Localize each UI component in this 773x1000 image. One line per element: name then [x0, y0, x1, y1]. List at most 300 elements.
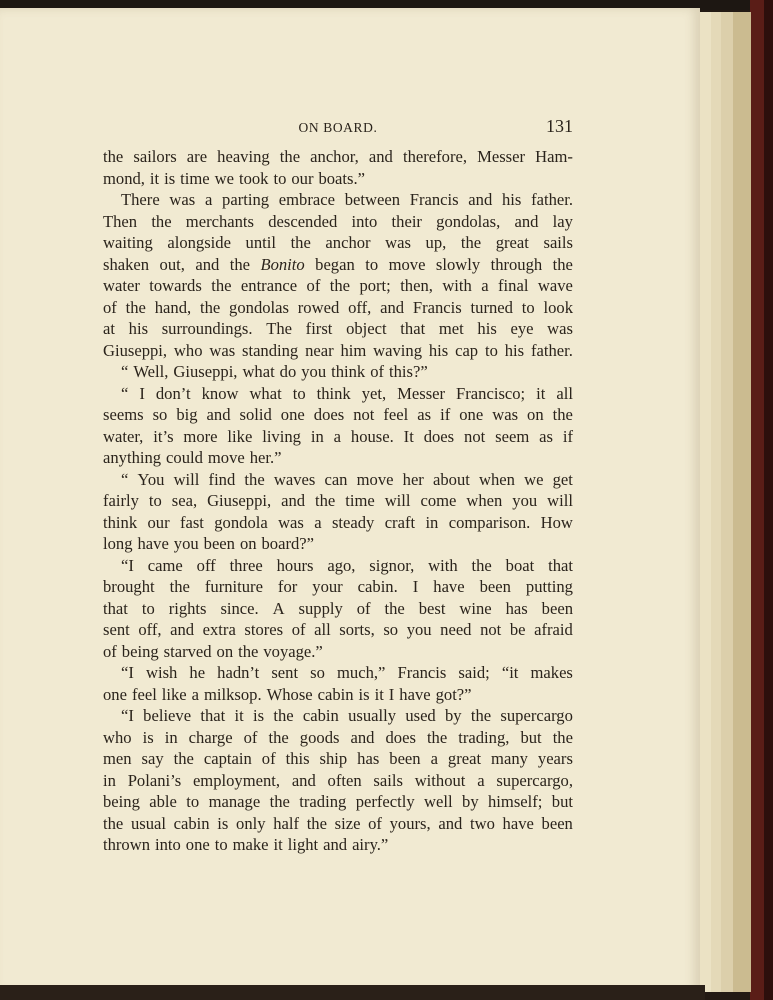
word: How: [540, 512, 573, 532]
word: came: [147, 555, 183, 575]
word: often: [327, 770, 362, 790]
word: yet,: [361, 383, 387, 403]
word: and: [206, 405, 231, 424]
word: sails: [373, 770, 403, 790]
word: but: [520, 727, 542, 747]
word: his: [501, 190, 522, 209]
word: say: [141, 749, 164, 768]
word: does: [423, 426, 455, 446]
word: embrace: [278, 190, 335, 209]
word: long: [103, 534, 133, 553]
word: the: [229, 254, 251, 274]
word: off,: [138, 620, 162, 639]
word: to: [292, 383, 306, 403]
word: board?”: [261, 534, 315, 553]
word: the: [471, 555, 492, 575]
word: a: [191, 684, 200, 704]
text-line: [103, 512, 573, 534]
word: his: [428, 340, 449, 360]
word: two: [469, 813, 495, 833]
word: towards: [149, 276, 202, 295]
word: it: [273, 835, 283, 854]
word: and: [368, 147, 393, 166]
word: being: [121, 641, 159, 661]
page-stack-edge: [710, 12, 721, 992]
word: to: [521, 297, 535, 317]
word: putting: [525, 577, 573, 596]
word: and: [438, 813, 463, 833]
word: final: [498, 276, 529, 295]
word: ago,: [327, 555, 356, 575]
word: slowly: [435, 254, 481, 274]
word: anchor: [325, 233, 371, 252]
word: “: [121, 469, 129, 489]
word: employment,: [192, 770, 281, 790]
word: been: [541, 598, 573, 618]
word: met: [438, 319, 464, 338]
word: a: [204, 190, 213, 209]
word: does: [385, 727, 416, 747]
word: a: [481, 276, 489, 295]
word: being: [103, 792, 140, 811]
word: is: [358, 684, 370, 704]
word: Francis: [397, 663, 447, 682]
word: lay: [552, 211, 573, 231]
word: by: [445, 706, 462, 725]
word: gondolas,: [436, 211, 501, 231]
word: was: [547, 319, 573, 338]
italic-word: Bonito: [260, 254, 305, 274]
word: so: [383, 620, 399, 639]
word: to: [186, 792, 200, 811]
word: used: [405, 706, 436, 725]
word: sails: [543, 233, 573, 252]
word: three: [229, 555, 263, 575]
word: supply: [298, 598, 343, 618]
word: “: [121, 383, 129, 403]
word: the: [211, 276, 232, 295]
word: to: [214, 835, 228, 854]
word: we: [214, 168, 234, 188]
word: it: [374, 684, 384, 704]
word: voyage.”: [263, 641, 323, 661]
word: could: [166, 448, 203, 467]
page-stack-edge: [720, 12, 733, 992]
word: rowed: [297, 297, 340, 317]
word: Giuseppi,: [207, 491, 272, 510]
word: when: [466, 491, 503, 510]
word: will: [384, 491, 411, 510]
word: wine: [459, 598, 492, 618]
word: it’s: [153, 426, 174, 446]
word: men: [103, 749, 132, 768]
word: port;: [359, 276, 391, 295]
word: will: [547, 491, 573, 510]
word: move: [388, 254, 426, 274]
word: and: [281, 491, 306, 510]
word: of: [370, 362, 385, 381]
word: make: [232, 835, 269, 854]
word: to: [273, 168, 287, 188]
word: Francis: [412, 297, 462, 317]
word: steady: [331, 512, 375, 532]
word: Polani’s: [127, 770, 182, 790]
text-line: [103, 146, 573, 168]
word: makes: [530, 663, 573, 682]
word: Messer: [477, 147, 526, 166]
word: need: [440, 620, 472, 639]
text-line: [103, 254, 573, 276]
word: one: [459, 405, 484, 424]
word: to: [365, 254, 379, 274]
text-line: [103, 834, 573, 856]
word: get: [552, 469, 573, 489]
word: usual: [130, 813, 166, 833]
word: since.: [220, 598, 259, 618]
word: I: [139, 383, 145, 403]
word: was: [492, 405, 519, 424]
word: have: [502, 813, 534, 833]
word: manage: [208, 792, 261, 811]
word: on: [216, 641, 234, 661]
word: a: [477, 770, 485, 790]
word: have: [399, 684, 431, 704]
word: was: [385, 233, 411, 252]
word: said;: [458, 663, 490, 682]
word: he: [189, 663, 206, 682]
text-line: [103, 361, 573, 383]
text-line: [103, 555, 573, 577]
word: perfectly: [355, 792, 415, 811]
book-cover-edge: [764, 0, 773, 1000]
word: of: [291, 620, 306, 639]
word: “I: [121, 706, 134, 725]
word: off,: [348, 297, 372, 317]
word: surroundings.: [161, 319, 253, 338]
word: trading: [299, 792, 347, 811]
word: is: [253, 706, 265, 725]
text-line: [103, 469, 573, 491]
word: without: [414, 770, 466, 790]
word: you: [406, 620, 432, 639]
word: you: [512, 491, 538, 510]
word: like: [161, 684, 187, 704]
word: water: [103, 276, 140, 295]
word: the: [103, 813, 124, 833]
text-line: [103, 641, 573, 663]
word: of: [243, 727, 258, 747]
word: it: [149, 168, 160, 188]
text-line: [103, 598, 573, 620]
word: to: [148, 491, 162, 510]
word: that: [200, 706, 226, 725]
word: cabin: [173, 813, 210, 833]
text-line: [103, 447, 573, 469]
word: and: [170, 620, 195, 639]
word: as: [417, 405, 432, 424]
word: standing: [242, 340, 299, 360]
word: does: [313, 405, 345, 424]
word: great: [447, 749, 482, 768]
word: what: [242, 362, 275, 381]
text-line: [103, 684, 573, 706]
text-line: [103, 770, 573, 792]
word: feel: [131, 684, 157, 704]
word: it: [234, 706, 244, 725]
word: captain: [203, 749, 252, 768]
word: Ham-: [535, 147, 573, 166]
word: that: [548, 555, 573, 575]
word: father.: [530, 340, 573, 360]
word: if: [440, 405, 451, 424]
word: on: [239, 534, 257, 553]
word: come: [420, 491, 457, 510]
word: It: [403, 426, 414, 446]
word: of: [261, 749, 276, 768]
word: has: [505, 598, 528, 618]
word: think: [103, 512, 138, 532]
word: can: [324, 469, 348, 489]
word: supercargo: [500, 706, 573, 725]
word: that: [103, 598, 128, 618]
text-line: [103, 576, 573, 598]
word: half: [273, 813, 300, 833]
word: his: [128, 319, 149, 338]
word: living: [262, 426, 301, 446]
word: thrown: [103, 835, 151, 854]
word: so: [152, 405, 168, 424]
word: the: [169, 577, 190, 596]
word: find: [208, 469, 236, 489]
word: and: [195, 254, 220, 274]
word: then,: [400, 276, 433, 295]
running-head: ON BOARD.: [298, 120, 378, 135]
word: and: [514, 211, 539, 231]
word: of: [368, 813, 382, 833]
text-line: [103, 662, 573, 684]
word: to: [141, 598, 155, 618]
word: with: [428, 555, 458, 575]
word: ship: [319, 749, 348, 768]
text-line: [103, 318, 573, 340]
word: mond,: [103, 168, 145, 188]
word: through: [490, 254, 543, 274]
word: but: [551, 792, 573, 811]
word: brought: [103, 577, 155, 596]
word: rights: [168, 598, 207, 618]
word: not: [480, 620, 502, 639]
word: the: [125, 297, 146, 317]
word: know: [201, 383, 239, 403]
word: trading,: [458, 727, 510, 747]
word: have: [433, 577, 465, 596]
word: near: [305, 340, 334, 360]
word: a: [314, 512, 322, 532]
text-line: [103, 404, 573, 426]
word: Then: [103, 211, 138, 231]
word: There: [121, 190, 160, 209]
word: waiting: [103, 233, 153, 252]
word: was: [278, 512, 304, 532]
word: the: [268, 727, 289, 747]
word: don’t: [155, 383, 191, 403]
word: one: [185, 835, 210, 854]
word: time: [345, 491, 375, 510]
word: you: [301, 362, 327, 381]
word: wish: [145, 663, 178, 682]
word: and: [291, 770, 316, 790]
word: gondolas: [229, 297, 289, 317]
word: of: [103, 641, 117, 661]
word: in: [103, 770, 116, 790]
word: of: [356, 598, 371, 618]
word: the: [273, 706, 294, 725]
word: waves: [273, 469, 316, 489]
word: like: [227, 426, 253, 446]
text-line: [103, 340, 573, 362]
word: at: [103, 319, 115, 338]
word: been: [479, 577, 511, 596]
word: great: [495, 233, 529, 252]
word: so: [310, 663, 325, 682]
word: “it: [501, 663, 519, 682]
word: the: [329, 276, 351, 295]
text-line: [103, 727, 573, 749]
word: of: [103, 297, 117, 317]
word: when: [479, 469, 515, 489]
word: comparison.: [448, 512, 531, 532]
word: your: [312, 577, 343, 596]
word: all: [314, 620, 331, 639]
word: alongside: [167, 233, 231, 252]
word: by: [462, 792, 479, 811]
word: “: [121, 362, 129, 381]
word: furniture: [204, 577, 263, 596]
word: and: [380, 297, 405, 317]
word: this: [285, 749, 310, 768]
text-line: [103, 791, 573, 813]
word: the: [460, 233, 482, 252]
word: boat: [505, 555, 535, 575]
word: was: [209, 340, 236, 360]
word: think: [316, 383, 351, 403]
word: Francisco;: [456, 383, 526, 403]
page-bottom-edge: [0, 985, 705, 1000]
word: and: [350, 727, 375, 747]
word: is: [217, 813, 229, 833]
word: off: [196, 555, 216, 575]
word: a: [333, 426, 342, 446]
word: big: [176, 405, 198, 424]
word: the: [306, 813, 327, 833]
text-line: [103, 426, 573, 448]
word: one: [103, 684, 127, 704]
word: the: [426, 727, 448, 747]
word: in: [310, 426, 324, 446]
word: merchants: [185, 211, 254, 231]
word: the: [290, 233, 311, 252]
text-line: [103, 533, 573, 555]
word: extra: [202, 620, 236, 639]
word: Francis: [409, 190, 459, 209]
word: who: [103, 727, 132, 747]
text-line: [103, 383, 573, 405]
word: I: [412, 577, 419, 596]
body-text: [103, 146, 573, 856]
word: up,: [425, 233, 447, 252]
page-stack-edge: [732, 12, 751, 992]
word: do: [279, 362, 297, 381]
word: airy.”: [352, 835, 389, 854]
word: therefore,: [402, 147, 467, 166]
word: be: [509, 620, 526, 639]
word: who: [173, 340, 203, 360]
text-line: [103, 748, 573, 770]
word: of: [306, 276, 321, 295]
word: about: [432, 469, 470, 489]
word: been: [541, 813, 573, 833]
text-line: [103, 297, 573, 319]
word: cap: [455, 340, 479, 360]
word: been: [203, 534, 235, 553]
word: move: [207, 448, 245, 467]
word: house.: [350, 426, 394, 446]
word: is: [164, 168, 176, 188]
word: look: [543, 297, 573, 317]
word: turned: [470, 297, 513, 317]
word: out,: [159, 254, 185, 274]
word: was: [169, 190, 196, 209]
word: on: [527, 405, 544, 424]
word: the: [199, 297, 221, 317]
word: heaving: [217, 147, 270, 166]
word: sent: [271, 663, 299, 682]
word: “I: [121, 663, 134, 682]
text-line: [103, 705, 573, 727]
word: I: [388, 684, 395, 704]
word: descended: [268, 211, 338, 231]
word: the: [384, 598, 405, 618]
word: father.: [531, 190, 573, 209]
word: has: [357, 749, 380, 768]
word: light: [287, 835, 319, 854]
word: into: [154, 835, 181, 854]
word: into: [351, 211, 378, 231]
word: the: [279, 147, 301, 166]
word: eye: [510, 319, 534, 338]
word: best: [418, 598, 446, 618]
word: the: [244, 469, 265, 489]
word: first: [305, 319, 333, 338]
text-line: [103, 232, 573, 254]
word: Messer: [397, 383, 446, 403]
word: this?”: [388, 362, 428, 381]
word: the: [151, 211, 172, 231]
word: anchor,: [310, 147, 359, 166]
word: waving: [373, 340, 423, 360]
word: and: [323, 835, 348, 854]
word: the: [269, 792, 290, 811]
word: between: [344, 190, 400, 209]
word: shaken: [103, 254, 150, 274]
word: afraid: [534, 620, 573, 639]
word: what: [249, 383, 282, 403]
word: wave: [537, 276, 573, 295]
word: object: [346, 319, 387, 338]
word: parting: [222, 190, 270, 209]
word: usually: [348, 706, 397, 725]
word: it: [536, 383, 546, 403]
